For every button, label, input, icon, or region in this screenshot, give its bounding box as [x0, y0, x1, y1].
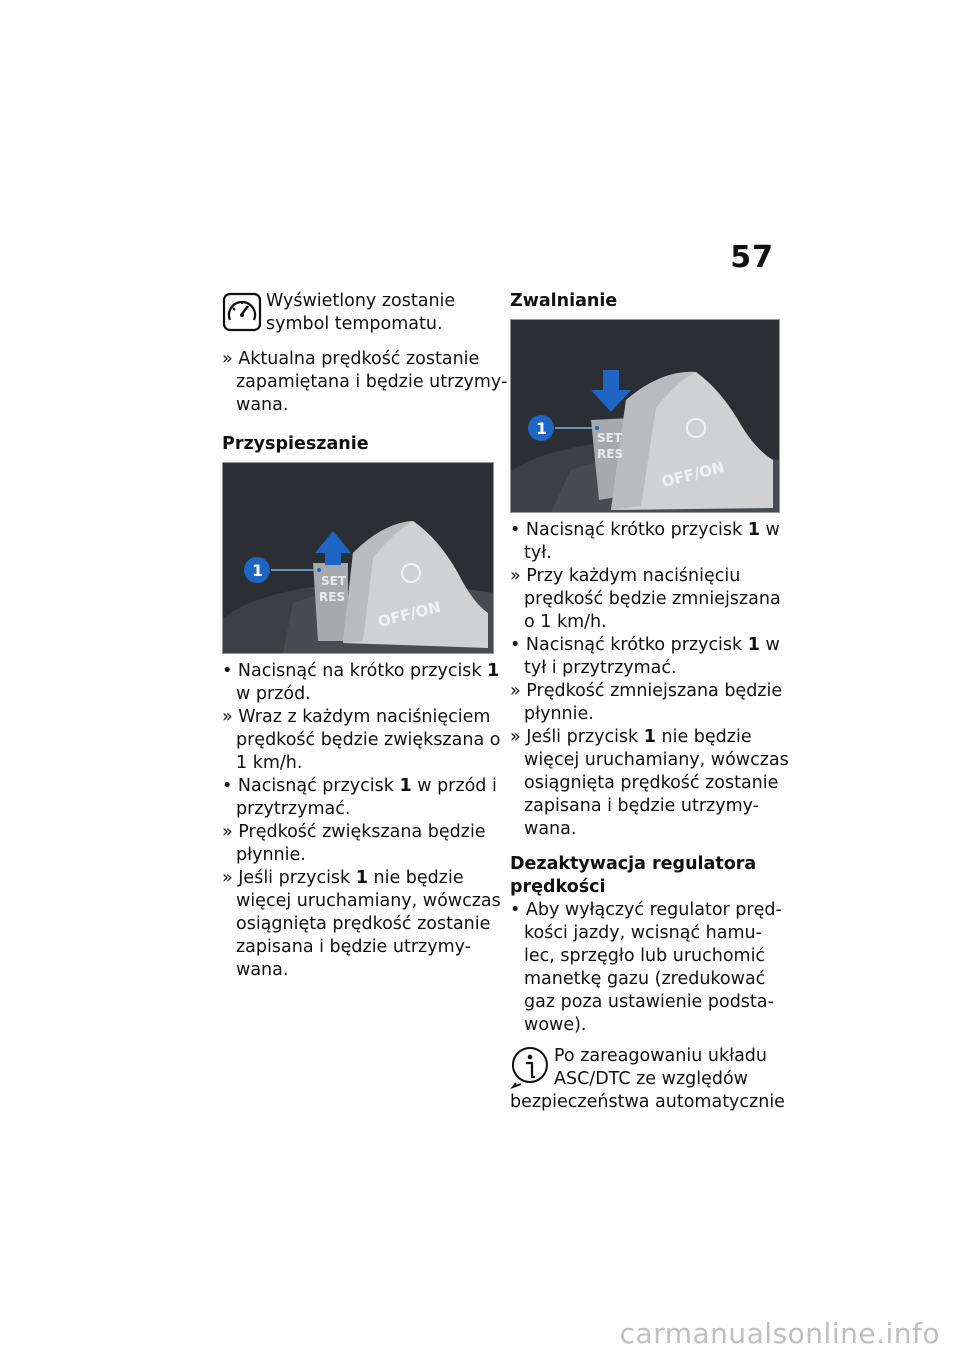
res-label: RES: [319, 590, 346, 604]
result-line: wana.: [236, 395, 289, 415]
page-number: 57: [730, 240, 774, 275]
step-line: więcej uruchamiany, wówczas: [236, 891, 501, 911]
result-paragraph: [222, 348, 508, 417]
step-line: wowe).: [524, 1015, 587, 1035]
step-line: wana.: [236, 960, 289, 980]
symbol-note-line: Wyświetlony zostanie: [266, 291, 456, 311]
step-line: » Jeśli przycisk 1 nie będzie: [222, 868, 464, 888]
step-line: lec, sprzęgło lub uruchomić: [524, 946, 766, 966]
handlebar-switch-illustration: [511, 320, 779, 512]
step-line: tył.: [524, 543, 552, 563]
step-line: • Aby wyłączyć regulator pręd-: [510, 900, 782, 920]
step-line: płynnie.: [524, 704, 594, 724]
step-line: • Nacisnąć przycisk 1 w przód i: [222, 776, 497, 796]
step-line: zapisana i będzie utrzymy-: [524, 796, 759, 816]
heading-deactivation: Dezaktywacja regulatora prędkości: [510, 854, 757, 897]
info-note-line: bezpieczeństwa automatycznie: [510, 1092, 785, 1112]
step-line: kości jazdy, wcisnąć hamu-: [524, 923, 762, 943]
step-line: tył i przytrzymać.: [524, 658, 677, 678]
step-line: więcej uruchamiany, wówczas: [524, 750, 789, 770]
result-line: » Aktualna prędkość zostanie: [222, 349, 480, 369]
step-line: • Nacisnąć krótko przycisk 1 w: [510, 520, 780, 540]
step-line: osiągnięta prędkość zostanie: [524, 773, 779, 793]
step-line: gaz poza ustawienie podsta-: [524, 992, 774, 1012]
step-line: w przód.: [236, 684, 311, 704]
step-line: » Przy każdym naciśnięciu: [510, 566, 741, 586]
left-column: [222, 290, 508, 982]
info-note-line: Po zareagowaniu układu: [554, 1046, 767, 1066]
step-line: prędkość będzie zwiększana o: [236, 730, 501, 750]
step-line: • Nacisnąć krótko przycisk 1 w: [510, 635, 780, 655]
step-line: osiągnięta prędkość zostanie: [236, 914, 491, 934]
callout-number: 1: [536, 419, 548, 438]
watermark: carmanualsonline.info: [619, 1317, 940, 1350]
set-label: SET: [597, 431, 623, 445]
callout-number: 1: [252, 561, 264, 580]
figure-deceleration: [510, 319, 780, 513]
step-line: » Prędkość zmniejszana będzie: [510, 681, 783, 701]
heading-deceleration: Zwalnianie: [510, 291, 618, 311]
step-line: » Prędkość zwiększana będzie: [222, 822, 486, 842]
off-on-label: OFF/ON: [659, 458, 727, 491]
step-line: • Nacisnąć na krótko przycisk 1: [222, 661, 500, 681]
step-line: » Jeśli przycisk 1 nie będzie: [510, 727, 752, 747]
off-on-label: OFF/ON: [376, 597, 443, 631]
step-line: wana.: [524, 819, 577, 839]
step-line: prędkość będzie zmniejszana: [524, 589, 781, 609]
right-column: [510, 290, 789, 1114]
deactivation-step: [510, 899, 780, 1037]
symbol-note-line: symbol tempomatu.: [266, 314, 443, 334]
result-line: zapamiętana i będzie utrzymy-: [236, 372, 508, 392]
heading-acceleration: Przyspieszanie: [222, 434, 369, 454]
info-note: [510, 1045, 785, 1114]
set-label: SET: [321, 574, 347, 588]
deceleration-steps: [510, 519, 789, 841]
acceleration-steps: [222, 660, 501, 982]
step-line: przytrzymać.: [236, 799, 351, 819]
cruise-control-icon: [222, 292, 262, 332]
step-line: » Wraz z każdym naciśnięciem: [222, 707, 491, 727]
info-note-line: ASC/DTC ze względów: [554, 1069, 748, 1089]
res-label: RES: [597, 447, 624, 461]
step-line: o 1 km/h.: [524, 612, 607, 632]
step-line: płynnie.: [236, 845, 306, 865]
figure-acceleration: [222, 462, 494, 654]
step-line: zapisana i będzie utrzymy-: [236, 937, 471, 957]
step-line: 1 km/h.: [236, 753, 303, 773]
step-line: manetkę gazu (zredukować: [524, 969, 766, 989]
info-icon: [510, 1045, 550, 1089]
cruise-symbol-note: [222, 290, 497, 336]
handlebar-switch-illustration: [223, 463, 493, 653]
